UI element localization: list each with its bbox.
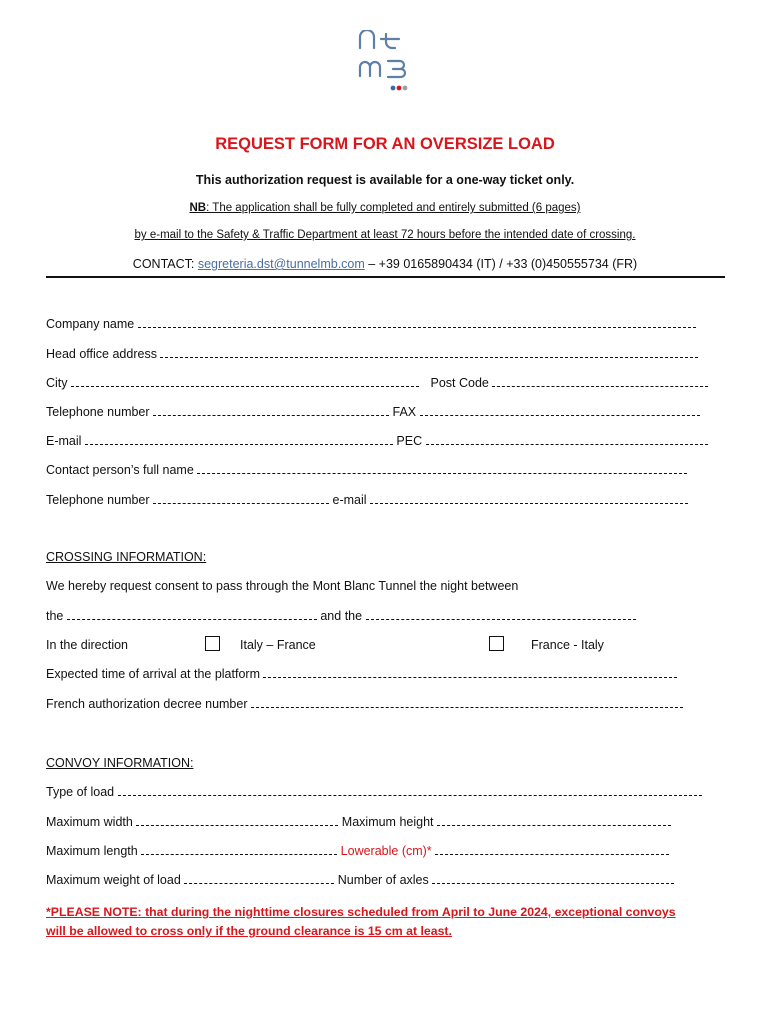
subtitle: This authorization request is available for a one-way ticket only. — [195, 173, 575, 187]
lowerable-field[interactable] — [435, 844, 669, 855]
axles-label: Number of axles — [337, 873, 429, 887]
max-length-label: Maximum length — [46, 844, 138, 858]
city-row — [46, 376, 708, 390]
head-office-row — [46, 347, 698, 361]
date-from-field[interactable] — [67, 609, 317, 620]
weight-axles-row — [46, 873, 674, 887]
crossing-heading: CROSSING INFORMATION: — [46, 550, 207, 564]
width-height-row — [46, 815, 671, 829]
head-office-label: Head office address — [46, 347, 157, 361]
nb-text: : The application shall be fully completed and entirely submitted (6 pages) — [206, 202, 581, 214]
decree-label: French authorization decree number — [46, 697, 248, 711]
type-of-load-row — [46, 785, 702, 799]
france-italy-label: France - Italy — [531, 638, 604, 652]
pec-field[interactable] — [426, 434, 708, 445]
nb-label: NB — [189, 202, 207, 214]
italy-france-label: Italy – France — [240, 638, 316, 652]
convoy-heading: CONVOY INFORMATION: — [46, 756, 194, 770]
crossing-request-text: We hereby request consent to pass through the Mont Blanc Tunnel the night between — [46, 579, 519, 593]
email-field[interactable] — [85, 434, 393, 445]
type-of-load-field[interactable] — [118, 785, 702, 796]
nb-line — [0, 202, 770, 214]
submission-text: by e-mail to the Safety & Traffic Department at least 72 hours before the intended date of crossing. — [134, 229, 636, 241]
telephone2-row — [46, 493, 688, 507]
telephone2-label: Telephone number — [46, 493, 150, 507]
the-label: the — [46, 609, 64, 623]
max-weight-label: Maximum weight of load — [46, 873, 181, 887]
max-height-field[interactable] — [437, 815, 671, 826]
email2-label: e-mail — [332, 493, 367, 507]
contact-email-link[interactable]: segreteria.dst@tunnelmb.com — [197, 257, 365, 271]
city-field[interactable] — [71, 376, 419, 387]
company-name-label: Company name — [46, 317, 135, 331]
length-lowerable-row — [46, 844, 669, 858]
italy-france-checkbox[interactable] — [205, 636, 220, 651]
email-label: E-mail — [46, 434, 82, 448]
pec-label: PEC — [396, 434, 423, 448]
date-to-field[interactable] — [366, 609, 636, 620]
telephone-field[interactable] — [153, 405, 389, 416]
direction-label: In the direction — [46, 638, 128, 652]
company-name-field[interactable] — [138, 317, 696, 328]
form-title: REQUEST FORM FOR AN OVERSIZE LOAD — [215, 135, 555, 153]
lowerable-label: Lowerable (cm)* — [340, 844, 432, 858]
post-code-field[interactable] — [492, 376, 708, 387]
contact-line — [0, 257, 770, 271]
max-height-label: Maximum height — [341, 815, 434, 829]
max-weight-field[interactable] — [184, 873, 334, 884]
max-length-field[interactable] — [141, 844, 337, 855]
post-code-label: Post Code — [430, 376, 489, 390]
decree-field[interactable] — [251, 697, 683, 708]
telephone-fax-row — [46, 405, 700, 419]
max-width-label: Maximum width — [46, 815, 133, 829]
contact-person-label: Contact person’s full name — [46, 463, 194, 477]
ntmb-logo — [355, 30, 415, 92]
fax-field[interactable] — [420, 405, 700, 416]
ground-clearance-note: *PLEASE NOTE: that during the nighttime closures scheduled from April to June 2024, exceptional convoys will be allowed to cross only if the ground clearance is 15 cm at least. — [46, 905, 676, 938]
contact-label: CONTACT: — [132, 257, 198, 271]
telephone-label: Telephone number — [46, 405, 150, 419]
email-pec-row — [46, 434, 708, 448]
email2-field[interactable] — [370, 493, 688, 504]
fax-label: FAX — [392, 405, 417, 419]
header-divider — [46, 276, 725, 278]
and-the-label: and the — [320, 609, 363, 623]
contact-person-field[interactable] — [197, 463, 687, 474]
arrival-time-field[interactable] — [263, 667, 677, 678]
contact-person-row — [46, 463, 687, 477]
crossing-dates-row — [46, 609, 636, 623]
city-label: City — [46, 376, 68, 390]
telephone2-field[interactable] — [153, 493, 329, 504]
company-name-row — [46, 317, 696, 331]
ntmb-logo-icon — [355, 30, 415, 92]
decree-row — [46, 697, 683, 711]
france-italy-checkbox[interactable] — [489, 636, 504, 651]
arrival-time-label: Expected time of arrival at the platform — [46, 667, 260, 681]
head-office-field[interactable] — [160, 347, 698, 358]
max-width-field[interactable] — [136, 815, 338, 826]
type-of-load-label: Type of load — [46, 785, 115, 799]
contact-phones: – +39 0165890434 (IT) / +33 (0)450555734 (FR) — [364, 257, 638, 271]
arrival-time-row — [46, 667, 677, 681]
axles-field[interactable] — [432, 873, 674, 884]
